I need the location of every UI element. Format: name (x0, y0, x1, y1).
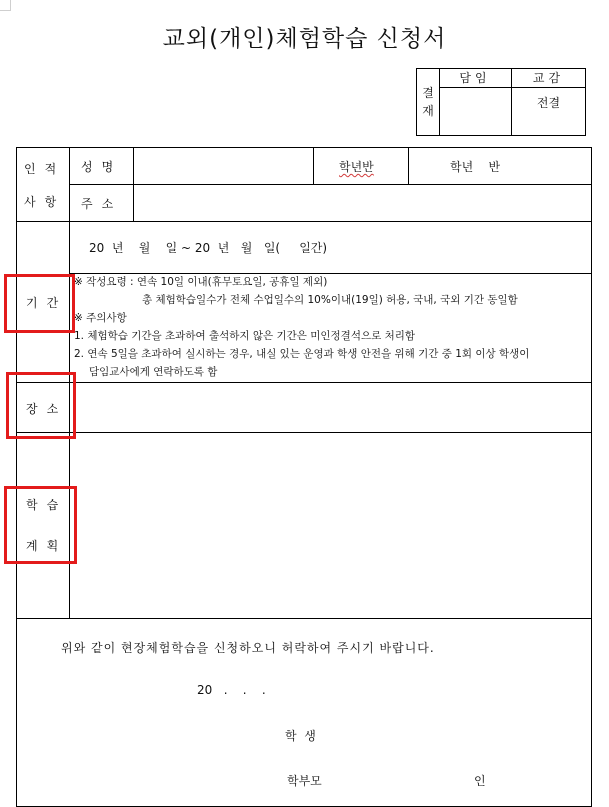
note-2-line2: 담임교사에게 연락하도록 함 (89, 366, 218, 378)
page-corner-mark (0, 0, 11, 11)
plan-field[interactable] (77, 444, 583, 604)
writing-guide-line1: ※ 작성요령 : 연속 10일 이내(휴무토요일, 공휴일 제외) (74, 276, 328, 288)
plan-label-line1: 학습 (26, 498, 68, 512)
parent-seal: 인 (474, 774, 486, 788)
place-highlight-box (6, 372, 76, 439)
plan-label-line2: 계획 (26, 539, 68, 553)
approval-vice-principal-header: 교감 (512, 69, 585, 88)
approval-homeroom-header: 담임 (439, 69, 511, 88)
request-statement: 위와 같이 현장체험학습을 신청하오니 허락하여 주시기 바랍니다. (61, 641, 435, 655)
date-row-divider (69, 273, 591, 274)
period-label: 기간 (26, 296, 68, 310)
grade-label-left-divider (313, 148, 314, 185)
approval-label (417, 69, 440, 135)
place-field[interactable] (77, 398, 583, 418)
address-field[interactable] (141, 195, 581, 213)
grade-class-label: 학년반 (339, 160, 374, 174)
plan-section-divider (17, 618, 591, 619)
approval-homeroom-sign-field[interactable] (439, 88, 511, 94)
period-highlight-box (4, 274, 75, 333)
personal-section-label-line1: 인적 (24, 162, 66, 176)
approval-box (416, 68, 586, 136)
approval-vice-principal-column (512, 69, 585, 135)
approval-vice-principal-value: 전결 (536, 96, 561, 110)
address-label: 주소 (81, 197, 123, 211)
personal-section-divider (17, 221, 591, 222)
period-date-range-field[interactable]: 20 년 월 일 ~ 20 년 월 일( 일간) (89, 241, 328, 255)
request-date-field[interactable]: 20 . . . (197, 683, 266, 697)
approval-label-line1: 결 (422, 86, 434, 100)
place-label: 장소 (26, 402, 68, 416)
notes-title: ※ 주의사항 (74, 312, 127, 324)
grade-label-right-divider (408, 148, 409, 185)
approval-homeroom-column (439, 69, 512, 135)
place-section-divider (17, 432, 591, 433)
approval-label-line2: 재 (422, 104, 434, 118)
parent-label: 학부모 (287, 774, 322, 788)
student-label: 학 생 (285, 729, 316, 743)
writing-guide-line2: 총 체험학습일수가 전체 수업일수의 10%이내(19일) 허용, 국내, 국외 기간 동일함 (142, 294, 518, 306)
name-row-divider (69, 184, 591, 185)
name-label: 성명 (81, 160, 123, 174)
note-1: 1. 체험학습 기간을 초과하여 출석하지 않은 기간은 미인정결석으로 처리함 (74, 330, 416, 342)
name-field[interactable] (141, 158, 307, 176)
plan-highlight-box (4, 486, 77, 564)
application-form-table (16, 147, 592, 807)
period-section-divider (17, 382, 591, 383)
document-title: 교외(개인)체험학습 신청서 (162, 26, 447, 52)
grade-class-field[interactable]: 학년 반 (450, 160, 501, 174)
personal-section-label-line2: 사항 (24, 195, 66, 209)
note-2-line1: 2. 연속 5일을 초과하여 실시하는 경우, 내실 있는 운영과 학생 안전을 위해 기간 중 1회 이상 학생이 (74, 348, 530, 360)
